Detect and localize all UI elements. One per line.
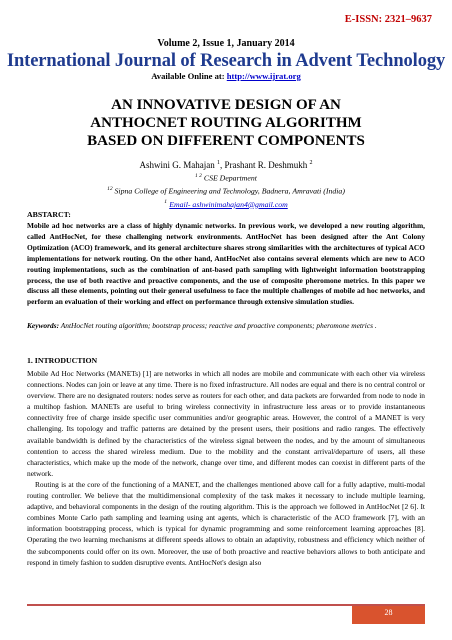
email-line	[0, 197, 452, 211]
email-sup: 1	[164, 198, 167, 205]
section-heading-introduction: 1. INTRODUCTION	[27, 356, 98, 365]
dept-text: CSE Department	[203, 173, 257, 183]
department	[0, 171, 452, 184]
keywords-text: AntHocNet routing algorithm; bootstrap process; reactive and proactive components; pheromone metrics .	[59, 321, 377, 330]
journal-title: International Journal of Research in Advent Technology	[6, 51, 446, 71]
author-block	[0, 158, 452, 210]
dept-sup: 1 2	[195, 172, 202, 179]
college-sup: 12	[107, 185, 113, 192]
keywords-block	[27, 321, 425, 332]
college-text: Sipna College of Engineering and Technology, Badnera, Amravati (India)	[114, 186, 345, 196]
abstract-text: Mobile ad hoc networks are a class of highly dynamic networks. In previous work, we developed a new routing algorithm, called AntHocNet, for these challenging network environments. AntHocNet has been designed after the Ant Colony Optimization (ACO) framework, and its general architecture shares strong similarities with the architectures of typical ACO implementations for network routing. On the other hand, AntHocNet also contains several elements which are new to ACO routing implementations, such as the combination of ant-based path sampling with lightweight information bootstrapping process, the use of both reactive and proactive components, and the use of composite pheromone metrics. In this paper we discuss all these elements, pointing out their general usefulness to face the multiple challenges of mobile ad hoc networks, and perform an evaluation of their working and effect on performance through extensive simulation studies.	[27, 221, 425, 307]
intro-paragraph-1: Mobile Ad Hoc Networks (MANETs) [1] are networks in which all nodes are mobile and communicate with each other via wireless connections. Nodes can join or leave at any time. There is no fixed infrastructure. All nodes are equal and there is no central control or overview. There are no designated routers: nodes serve as routers for each other, and data packets are forwarded from node to node in a multihop fashion. MANETs are useful to bring wireless connectivity in infrastructure less areas or to provide instantaneous connectivity free of charge inside specific user communities and/or geographic areas. However, the control of a MANET is very challenging. Its topology and traffic patterns are detained by the present users, their positions and radio ranges. The effectively available bandwidth is defined by the characteristics of the wireless signal between the nodes, and by the amount of simultaneous contention to access the shared wireless medium. Due to the mobility and the constant arrival/departure of users, all these characteristics, which make up the mode of the network, change over time, and different modes can coexist in different parts of the network.	[27, 369, 425, 478]
issn-label: E-ISSN: 2321–9637	[344, 14, 432, 25]
title-line-2: ANTHOCNET ROUTING ALGORITHM	[90, 115, 362, 131]
author-1-sup: 1	[217, 160, 220, 166]
author-1: Ashwini G. Mahajan	[139, 160, 215, 170]
keywords-label: Keywords:	[27, 321, 60, 330]
author-names	[0, 158, 452, 171]
abstract-heading: ABSTARCT:	[27, 210, 71, 219]
introduction-body	[27, 368, 425, 568]
college	[0, 184, 452, 197]
author-sep: , Prashant R. Deshmukh	[220, 160, 308, 170]
author-2-sup: 2	[309, 160, 313, 166]
available-online	[0, 71, 452, 81]
email-link[interactable]: Email- ashwinimahajan4@gmail.com	[169, 199, 288, 209]
available-prefix: Available Online at:	[151, 71, 227, 81]
title-line-3: BASED ON DIFFERENT COMPONENTS	[87, 133, 365, 149]
volume-issue: Volume 2, Issue 1, January 2014	[157, 38, 295, 49]
intro-paragraph-2: Routing is at the core of the functioning of a MANET, and the challenges mentioned above call for a fully adaptive, multi-modal routing controller. We believe that the multidimensional complexity of the task makes it necessary to include multiple learning, adaptive, and behavioral components in the design of the routing algorithm. This is the approach we followed in AntHocNet [2 6]. It combines Monte Carlo path sampling and learning using ant agents, which is characteristic of the ACO framework [7], with an information bootstrapping process, which is typical for dynamic programming and some reinforcement learning approaches [8]. Operating the two learning mechanisms at different speeds allows to obtain an adaptivity, robustness and efficiency which neither of the subcomponents could offer on its own. Moreover, the use of both proactive and reactive behaviors allows to both anticipate and respond in timely fashion to sudden disruptive events. AntHocNet's design also	[27, 479, 425, 567]
title-line-1: AN INNOVATIVE DESIGN OF AN	[111, 97, 341, 113]
paper-title	[40, 96, 412, 150]
page-number: 28	[384, 608, 393, 617]
journal-url-link[interactable]: http://www.ijrat.org	[226, 71, 301, 81]
page-number-box	[352, 606, 425, 624]
